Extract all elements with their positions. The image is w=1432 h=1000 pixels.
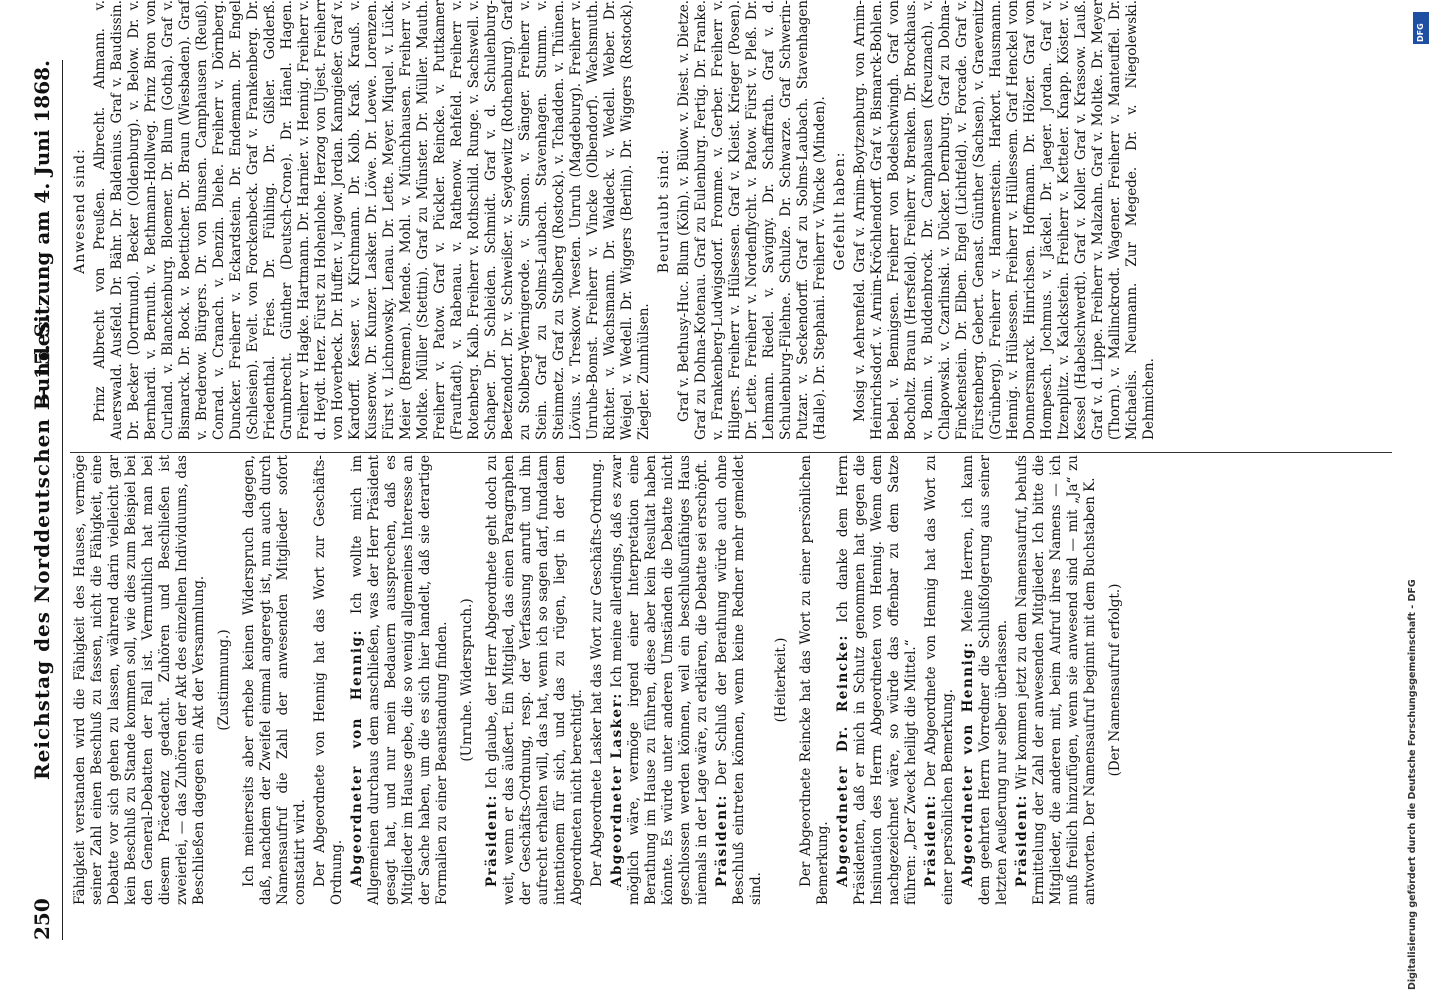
speaker-name: Abgeordneter Dr. Reincke: bbox=[835, 634, 851, 887]
running-title: Reichstag des Norddeutschen Bundes. bbox=[30, 312, 54, 780]
speaker-name: Präsident: bbox=[484, 794, 500, 887]
speech-text: Wir kommen jetzt zu dem Namensaufruf, behufs Ermittelung der Zahl der anwesenden Mitglieder. Ich bitte die Mitglieder, die anderen mit, beim Aufruf ihres Namens — ich muß freilich hinzufügen, wenn sie anwesend sind — mit „Ja“ zu antworten. Der Namensaufruf beginnt mit dem Buchstaben K. bbox=[1014, 455, 1098, 905]
text-paragraph: Der Abgeordnete Reincke hat das Wort zu einer persönlichen Bemerkung. bbox=[798, 455, 831, 905]
speech-paragraph bbox=[349, 455, 451, 905]
right-column bbox=[72, 0, 1161, 440]
section-heading: Beurlaubt sind: bbox=[656, 148, 672, 274]
page-number: 250 bbox=[30, 898, 54, 940]
stage-direction: (Heiterkeit.) bbox=[773, 637, 789, 723]
speech-text: Ich danke dem Herrn Präsidenten, daß er mich in Schutz genommen hat gegen die Insinuation des Herrn Abgeordneten von Hennig. Wenn dem nachgezeichnet wäre, so würde das offenbar zu dem Satze führen: „Der Zweck heiligt die Mittel.“ bbox=[835, 454, 919, 905]
speech-paragraph bbox=[1014, 455, 1099, 905]
text-paragraph: Graf v. Bethusy-Huc. Blum (Köln). v. Bülow. v. Diest. v. Dietze. Graf zu Dohna-Kotenau. Graf zu Eulenburg. Fertig. Dr. Franke. v. Frankenberg-Ludwigsdorf. Fromme. v. Gerber. Freiherr v. Hilgers. Freiherr v. Hülsessen. Graf v. Kleist. Krieger (Posen). Dr. Lette. Freiherr v. Nordenflycht. v. Patow. Fürst v. Pleß. Dr. Lehmann. Riedel. v. Savigny. Dr. Schaffrath. Graf v. d. Schulenburg-Filehne. Schulze. Dr. Schwarze. Graf Schwerin-Putzar. v. Seckendorff. Graf zu Solms-Laubach. Stavenhagen (Halle). Dr. Stephani. Freiherr v. Vincke (Minden). bbox=[676, 0, 828, 440]
dfg-logo-text: DFG bbox=[1416, 23, 1425, 42]
text-paragraph: Der Abgeordnete von Hennig hat das Wort zur Geschäfts-Ordnung. bbox=[312, 455, 345, 905]
speech-text: Meine Herren, ich kann dem geehrten Herrn Vorredner die Schlußfolgerung aus seiner letzten Aeußerung nur selber überlassen. bbox=[960, 455, 1010, 905]
left-column bbox=[72, 455, 1132, 905]
session-title: — 15. Sitzung am 4. Juni 1868. bbox=[30, 60, 54, 407]
speech-paragraph bbox=[923, 455, 957, 905]
speech-text: Der Abgeordnete von Hennig hat das Wort zu einer persönlichen Bemerkung. bbox=[923, 455, 956, 905]
text-paragraph: Ich meinerseits aber erhebe keinen Widerspruch dagegen, daß, nachdem der Zweifel einmal angeregt ist, nun auch durch Namensaufruf die Zahl der anwesenden Mitglieder sofort constatirt wird. bbox=[241, 455, 308, 905]
speaker-name: Präsident: bbox=[714, 794, 730, 887]
speech-paragraph bbox=[484, 455, 586, 905]
speaker-name: Abgeordneter von Hennig: bbox=[349, 629, 365, 887]
stage-direction: (Unruhe. Widerspruch.) bbox=[459, 598, 475, 762]
speech-text: Der Schluß der Berathung würde auch ohne Beschluß eintreten können, wenn keine Redner mehr gemeldet sind. bbox=[714, 455, 764, 905]
speech-paragraph bbox=[835, 455, 920, 905]
speech-paragraph bbox=[609, 455, 711, 905]
dfg-credit-text: Digitalisierung gefördert durch die Deutsche Forschungsgemeinschaft - DFG bbox=[1407, 579, 1418, 990]
dfg-credit bbox=[1395, 0, 1425, 1000]
section-heading: Anwesend sind: bbox=[72, 148, 88, 274]
speaker-name: Präsident: bbox=[1014, 794, 1030, 887]
stage-direction: (Der Namensaufruf erfolgt.) bbox=[1107, 583, 1123, 777]
text-paragraph: Der Abgeordnete Lasker hat das Wort zur Geschäfts-Ordnung. bbox=[589, 458, 605, 887]
speaker-name: Präsident: bbox=[923, 794, 939, 887]
speech-paragraph bbox=[714, 455, 765, 905]
speech-paragraph bbox=[960, 455, 1011, 905]
page-header bbox=[30, 60, 56, 940]
speech-text: Ich wollte mich im Allgemeinen durchaus dem anschließen, was der Herr Präsident gesagt hat, und nur mein Bedauern aussprechen, daß es Mitglieder im Hause gebe, die so wenig allgemeines Interesse an der Sache haben, um die es sich hier handelt, daß sie derartige Formalien zu einer Beanstandung finden. bbox=[349, 455, 450, 905]
text-paragraph: Fähigkeit verstanden wird die Fähigkeit des Hauses, vermöge seiner Zahl einen Beschluß zu fassen, nicht die Fähigkeit, eine Debatte vor sich gehen zu lassen, während darin vielleicht gar kein Beschluß zu Stande kommen soll, wie dies zum Beispiel bei den General-Debatten der Fall ist. Vermuthlich hat man bei diesem Präcedenz gedacht. Zuhören und Beschließen ist zweierlei, — das Zuhören der Akt des einzelnen Individuums, das Beschließen dagegen ein Akt der Versammlung. bbox=[72, 455, 207, 905]
text-paragraph: Prinz Albrecht von Preußen. Albrecht. Ahmann. v. Auerswald. Ausfeld. Dr. Bähr. Dr. Baldenius. Graf v. Baudissin. Dr. Becker (Dortmund). Becker (Oldenburg). v. Below. Dr. v. Bernhardi. v. Bernuth. v. Bethmann-Hollweg. Prinz Biron von Curland. v. Blanckenburg. Bloemer. Dr. Blum (Gotha). Graf v. Bismarck. Dr. Bock. v. Boetticher. Dr. Braun (Wiesbaden). Graf v. Brederow. Bürgers. Dr. von Bunsen. Camphausen (Reuß). Conrad. v. Cranach. v. Denzin. Diehe. Freiherr v. Dörnberg. Duncker. Freiherr v. Eckardstein. Dr. Endemann. Dr. Engel (Schlesien). Evelt. von Forckenbeck. Graf v. Frankenberg. Dr. Friedenthal. Fries. Dr. Fühling. Dr. Gißler. Golderß. Grumbrecht. Günther (Deutsch-Crone). Dr. Hänel. Hagen. Freiherr v. Hagke. Hartmann. Dr. Harnier. v. Hennig. Freiherr v. d. Heydt. Herz. Fürst zu Hohenlohe. Herzog von Ujest. Freiherr von Hoverbeck. Dr. Huffer. v. Jagow. Jordan. Kanngießer. Graf v. Kardorff. Kesser. v. Kirchmann. Dr. Kolb. Kraß. Krauß. v. Kusserow. Dr. Kunzer. Lasker. Dr. Löwe. Dr. Loewe. Lorenzen. Fürst v. Lichnowsky. Lenau. Dr. Lette. Meyer. Miquel. v. Lück. Meier (Bremen). Mende. Mohl. v. Münchhausen. Freiherr v. Moltke. Müller (Stettin). Graf zu Münster. Dr. Müller. Mauth. Freiherr v. Patow. Graf v. Pückler. Reincke. v. Puttkamer (Frauftadt). v. Rabenau. v. Rathenow. Rehfeld. Freiherr v. Rotenberg. Kalb. Freiherr v. Rothschild. Runge. v. Sachswell. v. Schaper. Dr. Schleiden. Schmidt. Graf v. d. Schulenburg-Beetzendorf. Dr. v. Schweißer. v. Seydewitz (Rothenburg). Graf zu Stolberg-Wernigerode. v. Simson. v. Sänger. Freiherr v. Stein. Graf zu Solms-Laubach. Stavenhagen. Stumm. v. Steinmetz. Graf zu Stolberg (Rostock). v. Tchadden. v. Thünen. Lövius. v. Treskow. Twesten. Unruh (Magdeburg). Freiherr v. Unruhe-Bomst. Freiherr v. Vincke (Olbendorf). Wachsmuth. Richter. v. Wachsmann. Dr. Waldeck. v. Wedell. Weber. Dr. Weigel. v. Wedell. Dr. Wiggers (Berlin). Dr. Wiggers (Rostock). Ziegler. Zumhülsen. bbox=[92, 0, 652, 440]
column-divider bbox=[70, 452, 1392, 453]
section-heading: Gefehlt haben: bbox=[832, 151, 848, 271]
speech-text: Ich meine allerdings, daß es zwar möglich wäre, vermöge irgend einer Interpretation eine Berathung im Hause zu führen, diese aber kein Resultat haben könnte. Es würde unter anderen Umständen die Debatte nicht geschlossen werden können, weil ein beschlußunfähiges Haus niemals in der Lage wäre, zu erklären, die Debatte sei erschöpft. bbox=[609, 455, 710, 905]
header-rule bbox=[62, 60, 63, 940]
stage-direction: (Zustimmung.) bbox=[216, 629, 232, 731]
dfg-logo bbox=[1413, 12, 1429, 44]
text-paragraph: Mosig v. Aehrenfeld. Graf v. Arnim-Boytzenburg. von Arnim-Heinrichsdorf. v. Arnim-Kröchlendorff. Graf v. Bismarck-Bohlen. Bebel. v. Bennigsen. Freiherr von Bodelschwingh. Graf von Bocholtz. Braun (Hersfeld). Freiherr v. Brenken. Dr. Brockhaus. v. Bonin. v. Buddenbrock. Dr. Camphausen (Kreuznach). v. Chlapowski. v. Czarlinski. v. Dücker. Dernburg. Graf zu Dohna-Finckenstein. Dr. Elben. Engel (Lichtfeld). v. Forcade. Graf v. Fürstenberg. Gebert. Genast. Günther (Sachsen). v. Graevenitz (Grünberg). Freiherr v. Hammerstein. Harkort. Hausmann. Hennig. v. Hülsessen. Freiherr v. Hüllessem. Graf Henckel von Donnersmarck. Hinrichsen. Hoffmann. Dr. Hölzer. Graf von Hompesch. Jochmus. v. Jäckel. Dr. Jaeger. Jordan. Graf v. Itzenplitz. v. Kalckstein. Freiherr v. Ketteler. Knapp. Köster. v. Kessel (Habelschwerdt). Graf v. Koller. Graf v. Krassow. Lauß. Graf v. d. Lippe. Freiherr v. Malzahn. Graf v. Moltke. Dr. Meyer (Thorn). v. Mallinckrodt. Wagener. Freiherr v. Manteuffel. Dr. Michaelis. Neumann. Zur Megede. Dr. v. Niegolewski. Dehmichen. bbox=[852, 0, 1157, 440]
speaker-name: Abgeordneter von Hennig: bbox=[960, 641, 976, 887]
speech-text: Ich glaube, der Herr Abgeordnete geht doch zu weit, wenn er das äußert. Ein Mitglied, das einen Paragraphen der Geschäfts-Ordnung, resp. der Verfassung anruft und ihn aufrecht erhalten will, das hat, wenn ich so sagen darf, fundatam intentionem für sich, und das zu rügen, liegt in der dem Abgeordneten nicht berechtigt. bbox=[484, 455, 585, 905]
speaker-name: Abgeordneter Lasker: bbox=[609, 692, 625, 887]
